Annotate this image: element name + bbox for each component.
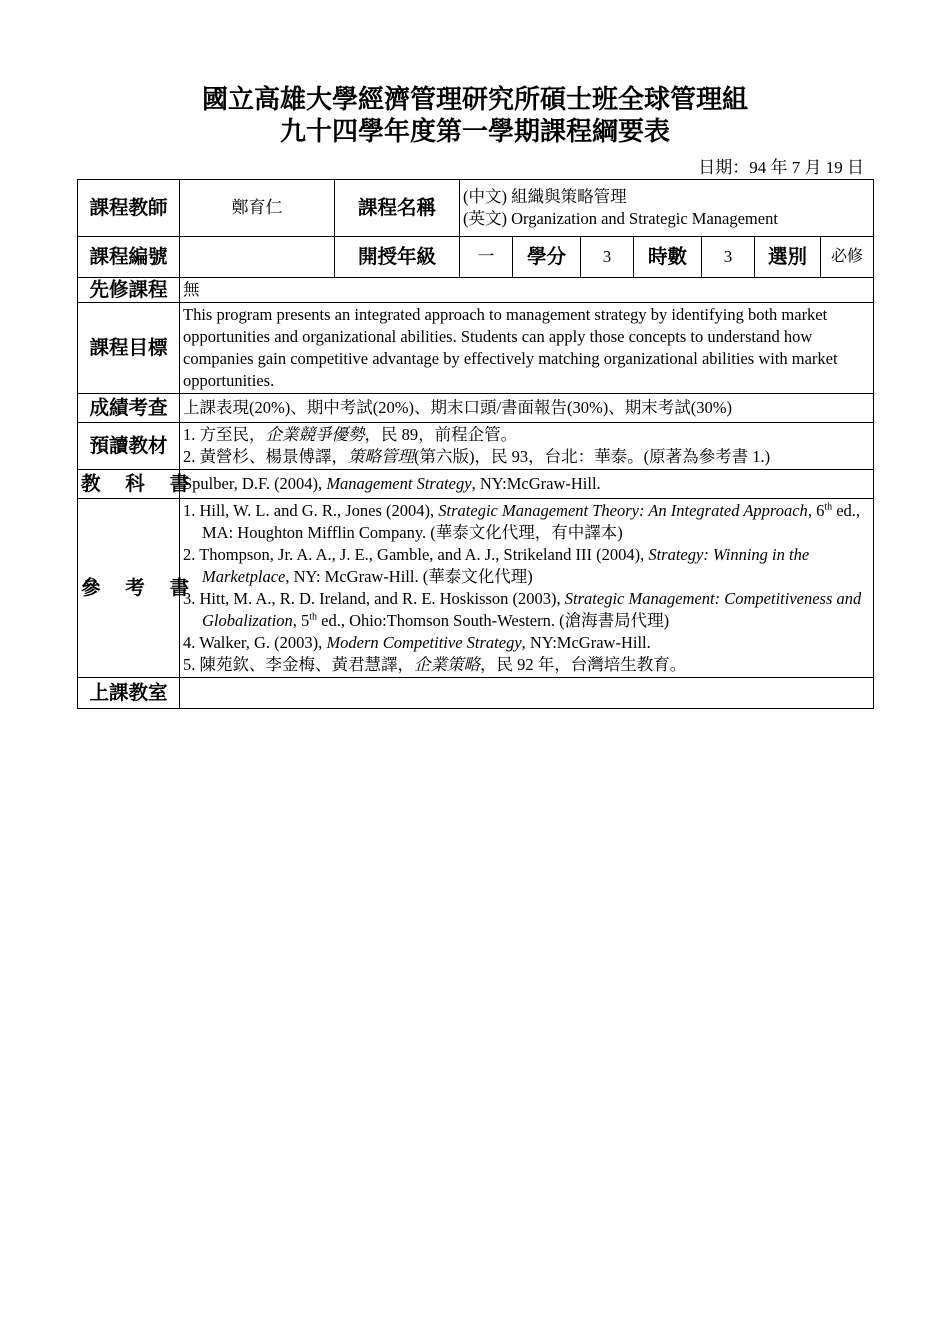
page-subtitle: 九十四學年度第一學期課程綱要表 bbox=[279, 117, 670, 147]
table-row bbox=[78, 678, 874, 709]
grading-text: 上課表現(20%)、期中考試(20%)、期末口頭/書面報告(30%)、期末考試(30%) bbox=[180, 394, 874, 423]
prereq-label: 先修課程 bbox=[78, 278, 180, 303]
credit-label: 學分 bbox=[513, 237, 581, 278]
course-name-en: (英文) Organization and Strategic Management bbox=[463, 209, 778, 228]
list-item: 5. 陳苑欽、李金梅、黃君慧譯，企業策略，民 92 年，台灣培生教育。 bbox=[183, 655, 687, 674]
table-row bbox=[78, 237, 874, 278]
list-item: 1. Hill, W. L. and G. R., Jones (2004), Strategic Management Theory: An Integrated Approach, 6th ed., MA: Houghton Mifflin Company. (華泰文化代理，有中譯本) bbox=[183, 501, 861, 542]
objective-label: 課程目標 bbox=[78, 303, 180, 394]
textbook-value: Spulber, D.F. (2004), Management Strategy, NY:McGraw-Hill. bbox=[180, 470, 874, 499]
grade-value: 一 bbox=[460, 237, 513, 278]
course-type-label: 選別 bbox=[755, 237, 821, 278]
course-name-zh: (中文) 組織與策略管理 bbox=[463, 187, 627, 206]
document-date: 日期：94 年 7 月 19 日 bbox=[698, 158, 864, 177]
table-row bbox=[78, 499, 874, 678]
classroom-value bbox=[180, 678, 874, 709]
hours-label: 時數 bbox=[634, 237, 702, 278]
table-row bbox=[78, 423, 874, 470]
grading-label: 成績考查 bbox=[78, 394, 180, 423]
table-row bbox=[78, 303, 874, 394]
course-code-value bbox=[180, 237, 335, 278]
list-item: 2. 黃營杉、楊景傅譯，策略管理(第六版)，民 93，台北：華泰。(原著為參考書 1.) bbox=[183, 447, 771, 466]
list-item: 1. 方至民，企業競爭優勢，民 89，前程企管。 bbox=[183, 425, 518, 444]
table-row bbox=[78, 180, 874, 237]
preread-label: 預讀教材 bbox=[78, 423, 180, 470]
objective-text: This program presents an integrated approach to management strategy by identifying both market opportunities and organizational abilities. Students can apply those concepts to understand how companies gain competitive advantage by effectively matching organizational abilities with market opportunities. bbox=[180, 303, 874, 394]
course-name-label: 課程名稱 bbox=[335, 180, 460, 237]
prereq-value: 無 bbox=[180, 278, 874, 303]
table-row bbox=[78, 470, 874, 499]
course-name-value bbox=[460, 180, 874, 237]
preread-list bbox=[180, 423, 874, 470]
list-item: 3. Hitt, M. A., R. D. Ireland, and R. E. Hoskisson (2003), Strategic Management: Competitiveness and Globalization, 5th ed., Ohio:Thomson South-Western. (滄海書局代理) bbox=[183, 589, 862, 630]
credit-value: 3 bbox=[581, 237, 634, 278]
textbook-label: 教 科 書 bbox=[78, 470, 180, 499]
page-title: 國立高雄大學經濟管理研究所碩士班全球管理組 bbox=[201, 85, 748, 115]
classroom-label: 上課教室 bbox=[78, 678, 180, 709]
list-item: 2. Thompson, Jr. A. A., J. E., Gamble, and A. J., Strikeland III (2004), Strategy: Winning in the Marketplace, NY: McGraw-Hill. (華泰文化代理) bbox=[183, 545, 810, 586]
table-row bbox=[78, 394, 874, 423]
teacher-value: 鄭育仁 bbox=[180, 180, 335, 237]
course-type-value: 必修 bbox=[821, 237, 874, 278]
list-item: 4. Walker, G. (2003), Modern Competitive Strategy, NY:McGraw-Hill. bbox=[183, 633, 651, 652]
teacher-label: 課程教師 bbox=[78, 180, 180, 237]
references-list bbox=[180, 499, 874, 678]
course-code-label: 課程編號 bbox=[78, 237, 180, 278]
hours-value: 3 bbox=[702, 237, 755, 278]
references-label: 參 考 書 bbox=[78, 499, 180, 678]
grade-label: 開授年級 bbox=[335, 237, 460, 278]
table-row bbox=[78, 278, 874, 303]
syllabus-table bbox=[77, 179, 874, 709]
